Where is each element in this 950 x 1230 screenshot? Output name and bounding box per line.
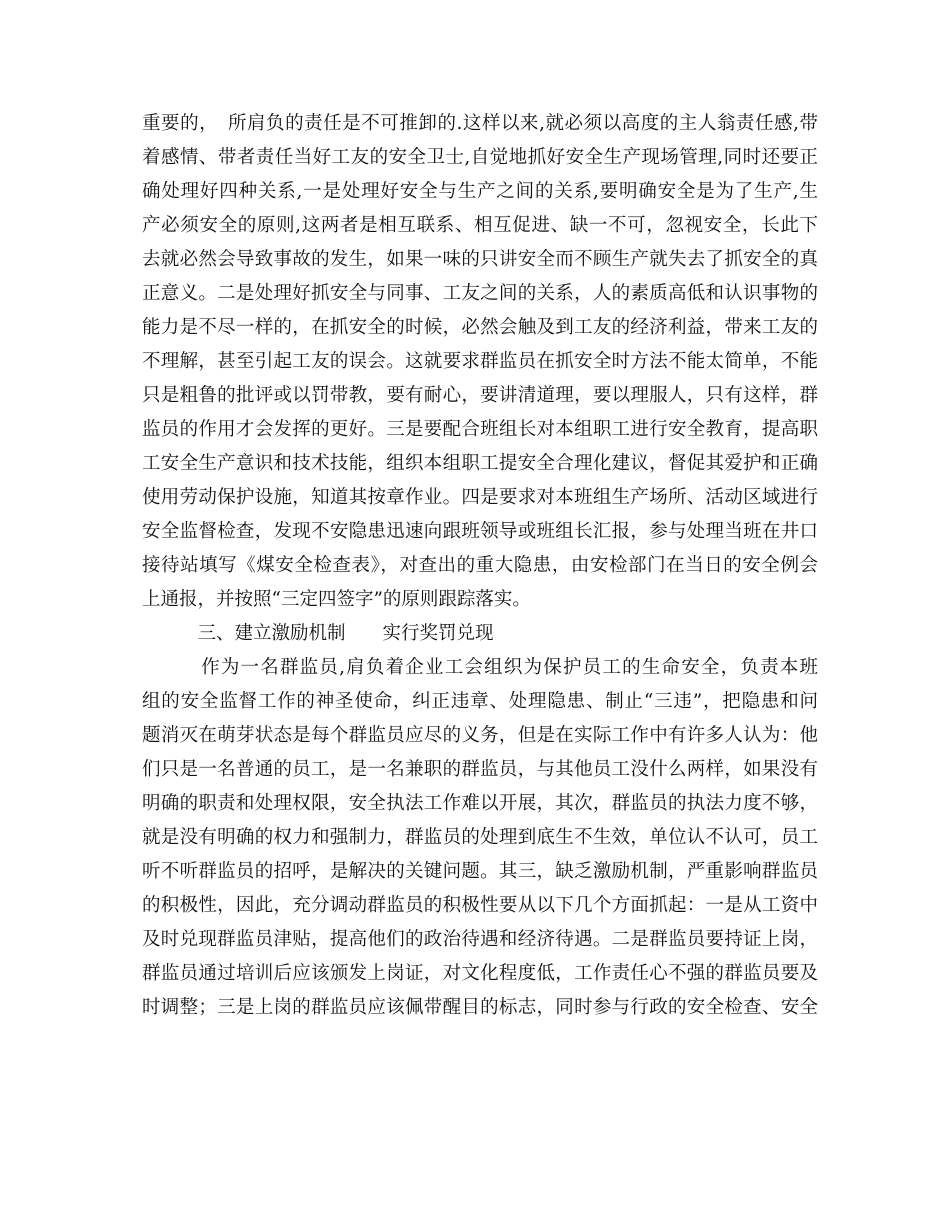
text-line: 听不听群监员的招呼，是解决的关键问题。其三，缺乏激励机制，严重影响群监员 xyxy=(142,861,818,882)
text-line: 正意义。二是处理好抓安全与同事、工友之间的关系，人的素质高低和认识事物的 xyxy=(142,283,818,304)
text-line: 安全监督检查，发现不安隐患迅速向跟班领导或班组长汇报，参与处理当班在井口 xyxy=(142,521,818,542)
text-line: 接待站填写《煤安全检查表》，对查出的重大隐患，由安检部门在当日的安全例会 xyxy=(142,555,818,576)
text-line: 群监员通过培训后应该颁发上岗证，对文化程度低，工作责任心不强的群监员要及 xyxy=(142,963,818,984)
text-line: 时调整；三是上岗的群监员应该佩带醒目的标志，同时参与行政的安全检查、安全 xyxy=(142,997,818,1018)
document-body xyxy=(142,107,818,1025)
text-line: 确处理好四种关系,一是处理好安全与生产之间的关系,要明确安全是为了生产,生 xyxy=(142,181,818,202)
text-line: 监员的作用才会发挥的更好。三是要配合班组长对本组职工进行安全教育，提高职 xyxy=(142,419,818,440)
text-line: 去就必然会导致事故的发生，如果一味的只讲安全而不顾生产就失去了抓安全的真 xyxy=(142,249,818,270)
text-line: 能力是不尽一样的，在抓安全的时候，必然会触及到工友的经济利益，带来工友的 xyxy=(142,317,818,338)
text-line: 组的安全监督工作的神圣使命，纠正违章、处理隐患、制止“三违”，把隐患和问 xyxy=(142,691,818,712)
text-line: 上通报，并按照“三定四签字”的原则跟踪落实。 xyxy=(142,589,531,610)
text-line: 产必须安全的原则,这两者是相互联系、相互促进、缺一不可，忽视安全，长此下 xyxy=(142,215,818,236)
text-line: 不理解，甚至引起工友的误会。这就要求群监员在抓安全时方法不能太简单，不能 xyxy=(142,351,818,372)
text-line: 使用劳动保护设施，知道其按章作业。四是要求对本班组生产场所、活动区域进行 xyxy=(142,487,818,508)
text-line: 着感情、带者责任当好工友的安全卫士,自觉地抓好安全生产现场管理,同时还要正 xyxy=(142,147,818,168)
text-line: 明确的职责和处理权限，安全执法工作难以开展，其次，群监员的执法力度不够， xyxy=(142,793,818,814)
text-line: 只是粗鲁的批评或以罚带教，要有耐心，要讲清道理，要以理服人，只有这样，群 xyxy=(142,385,818,406)
text-line: 的积极性，因此，充分调动群监员的积极性要从以下几个方面抓起：一是从工资中 xyxy=(142,895,818,916)
text-line: 作为一名群监员,肩负着企业工会组织为保护员工的生命安全，负责本班 xyxy=(142,657,818,678)
text-line: 重要的， 所肩负的责任是不可推卸的.这样以来,就必须以高度的主人翁责任感,带 xyxy=(142,113,818,134)
text-line: 们只是一名普通的员工，是一名兼职的群监员，与其他员工没什么两样，如果没有 xyxy=(142,759,818,780)
text-line: 工安全生产意识和技术技能，组织本组职工提安全合理化建议，督促其爱护和正确 xyxy=(142,453,818,474)
text-line: 就是没有明确的权力和强制力，群监员的处理到底生不生效，单位认不认可，员工 xyxy=(142,827,818,848)
text-line: 及时兑现群监员津贴，提高他们的政治待遇和经济待遇。二是群监员要持证上岗， xyxy=(142,929,818,950)
text-line: 题消灭在萌芽状态是每个群监员应尽的义务，但是在实际工作中有许多人认为：他 xyxy=(142,725,818,746)
section-heading: 三、建立激励机制 实行奖罚兑现 xyxy=(142,623,494,644)
